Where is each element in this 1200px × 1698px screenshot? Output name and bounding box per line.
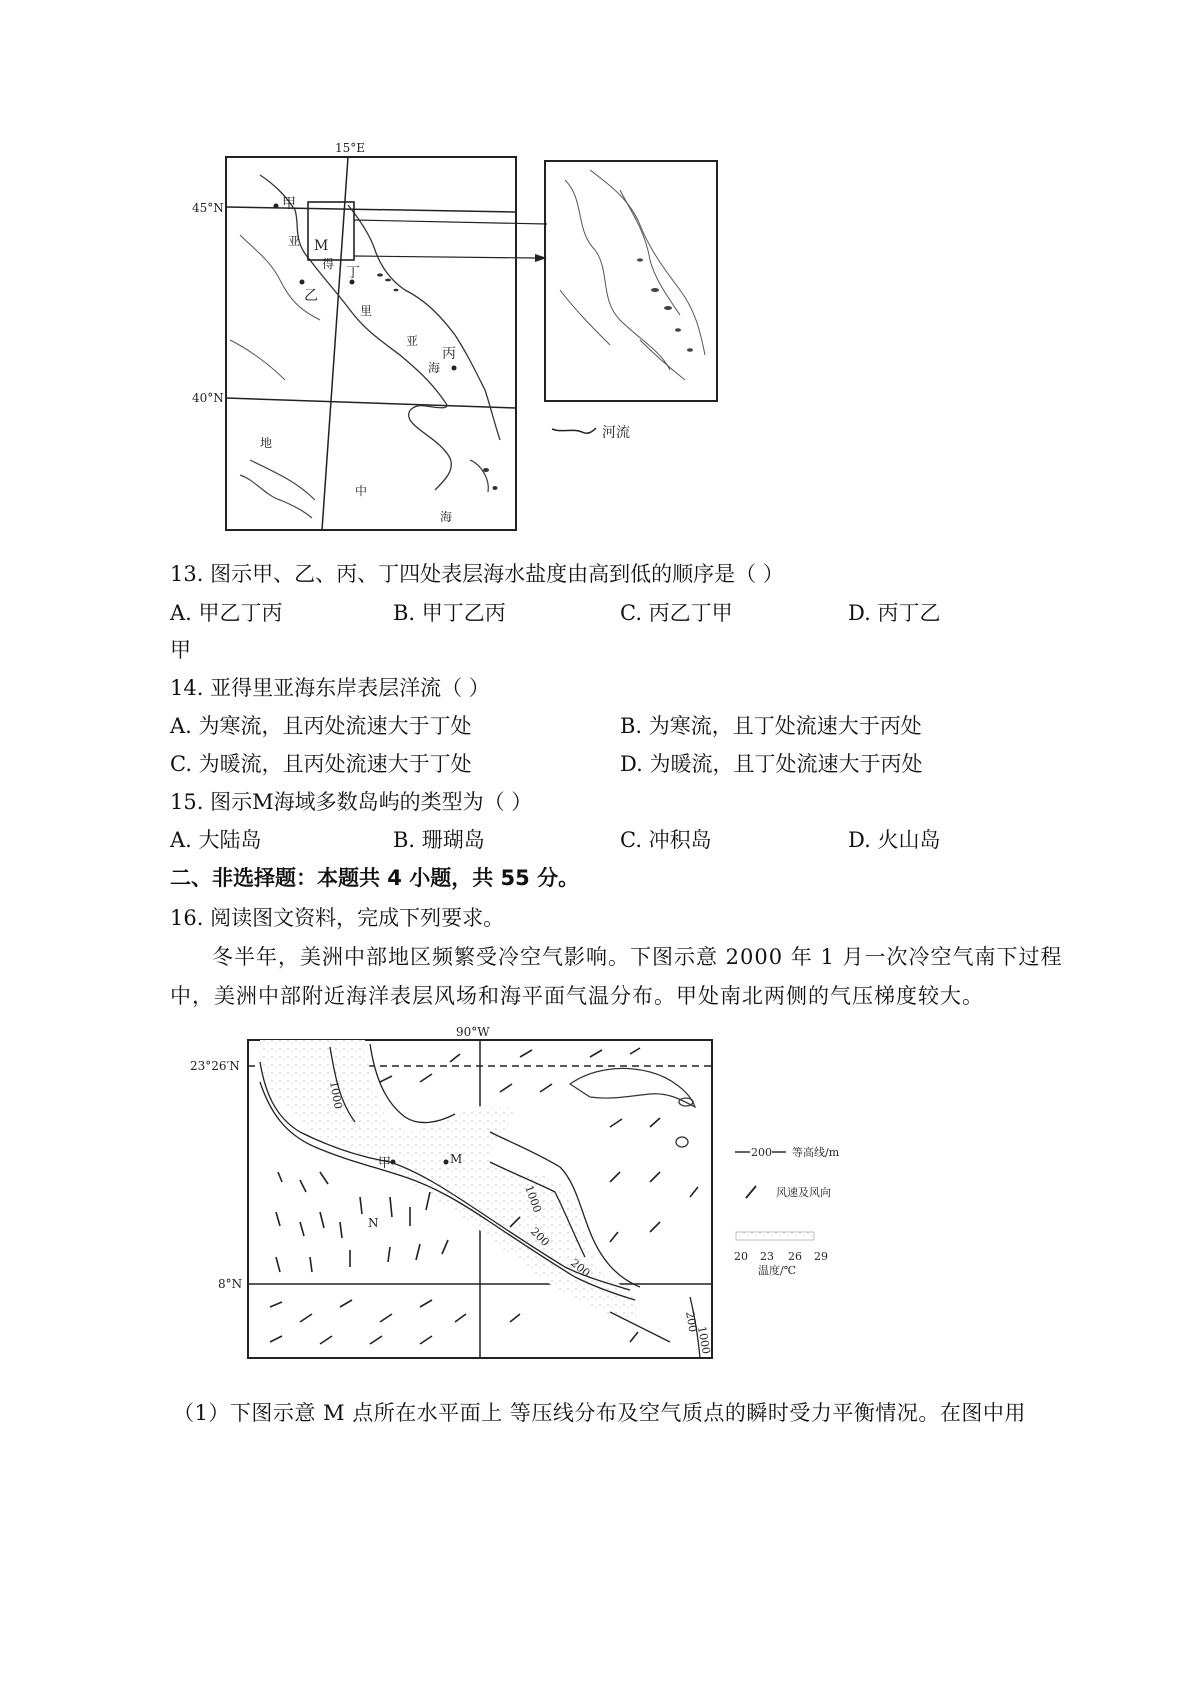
lat-top-label: 45°N	[192, 201, 224, 215]
place-n: N	[368, 1216, 379, 1230]
inset-coastline	[560, 170, 705, 380]
q15-option-d: D. 火山岛	[848, 828, 941, 852]
place-yi: 乙	[304, 288, 318, 304]
place-bing: 丙	[442, 346, 456, 362]
q16-paragraph-line2: 中，美洲中部附近海洋表层风场和海平面气温分布。甲处南北两侧的气压梯度较大。	[170, 984, 984, 1008]
section2-heading: 二、非选择题：本题共 4 小题，共 55 分。	[170, 866, 580, 890]
q16-paragraph-line1: 冬半年，美洲中部地区频繁受冷空气影响。下图示意 2000 年 1 月一次冷空气南下过程	[212, 945, 1063, 969]
contour-label-1000b: 1000	[522, 1183, 544, 1215]
place-jia: 甲	[282, 196, 296, 212]
sea-char-1: 亚	[288, 234, 301, 248]
med-char-2: 中	[355, 484, 368, 498]
sea-char-5: 海	[428, 361, 441, 375]
lat-tropic-label: 23°26′N	[190, 1059, 240, 1073]
q13-option-d-continued: 甲	[170, 638, 191, 662]
q14-option-a: A. 为寒流，且丙处流速大于丁处	[170, 714, 472, 738]
sea-char-3: 里	[360, 304, 373, 318]
main-map-frame	[226, 157, 516, 530]
legend-wind-text: 风速及风向	[776, 1186, 831, 1199]
q13-option-c: C. 丙乙丁甲	[620, 601, 733, 625]
legend-temp-tick-26: 26	[788, 1250, 802, 1263]
sea-char-2: 得	[322, 257, 335, 271]
q13-option-b: B. 甲丁乙丙	[393, 601, 506, 625]
contour-label-1000c: 1000	[695, 1325, 713, 1356]
med-char-3: 海	[440, 510, 453, 524]
lat-bottom-label: 40°N	[192, 391, 224, 405]
place-ding: 丁	[346, 265, 360, 281]
river-legend-icon	[552, 428, 596, 433]
legend-temp-tick-29: 29	[814, 1250, 828, 1263]
med-char-1: 地	[260, 436, 273, 450]
q14-option-b: B. 为寒流，且丁处流速大于丙处	[620, 714, 922, 738]
legend-temp-tick-23: 23	[760, 1250, 774, 1263]
legend-temp-text: 温度/℃	[758, 1264, 797, 1277]
q13-option-a: A. 甲乙丁丙	[170, 601, 283, 625]
q14-stem: 14. 亚得里亚海东岸表层洋流（ ）	[170, 676, 490, 700]
inset-map-frame	[545, 161, 717, 401]
sea-char-4: 亚	[406, 334, 419, 348]
q15-stem: 15. 图示M海域多数岛屿的类型为（ ）	[170, 790, 533, 814]
q14-option-d: D. 为暖流，且丁处流速大于丙处	[620, 752, 923, 776]
place-m: M	[314, 238, 329, 254]
q14-option-c: C. 为暖流，且丙处流速大于丁处	[170, 752, 472, 776]
contour-label-1000a: 1000	[327, 1080, 345, 1111]
adriatic-map-figure	[192, 140, 760, 550]
lon-90w-label: 90°W	[456, 1025, 490, 1039]
sub-question-1: （1）下图示意 M 点所在水平面上 等压线分布及空气质点的瞬时受力平衡情况。在图中用	[173, 1401, 1026, 1425]
place-m-2: M	[450, 1152, 463, 1166]
contour-label-200b: 200	[568, 1256, 593, 1280]
lat-8n-label: 8°N	[218, 1277, 243, 1291]
central-america-wind-map	[190, 1022, 880, 1372]
river-legend-label: 河流	[602, 425, 630, 441]
q16-stem: 16. 阅读图文资料，完成下列要求。	[170, 906, 505, 930]
q15-option-a: A. 大陆岛	[170, 828, 262, 852]
legend-wind-icon	[746, 1186, 756, 1198]
legend-contour-value: 200	[751, 1146, 772, 1159]
contour-label-200a: 200	[527, 1224, 552, 1249]
lon-label: 15°E	[335, 141, 366, 155]
legend-contour-text: 等高线/m	[792, 1146, 840, 1159]
q13-option-d: D. 丙丁乙	[848, 601, 941, 625]
legend-temp-bar	[736, 1232, 814, 1240]
legend-temp-tick-20: 20	[734, 1250, 748, 1263]
q15-option-c: C. 冲积岛	[620, 828, 712, 852]
contour-label-200c: 200	[683, 1310, 700, 1334]
q15-option-b: B. 珊瑚岛	[393, 828, 485, 852]
place-jia-2: 甲	[378, 1156, 392, 1171]
q13-stem: 13. 图示甲、乙、丙、丁四处表层海水盐度由高到低的顺序是（ ）	[170, 562, 784, 586]
